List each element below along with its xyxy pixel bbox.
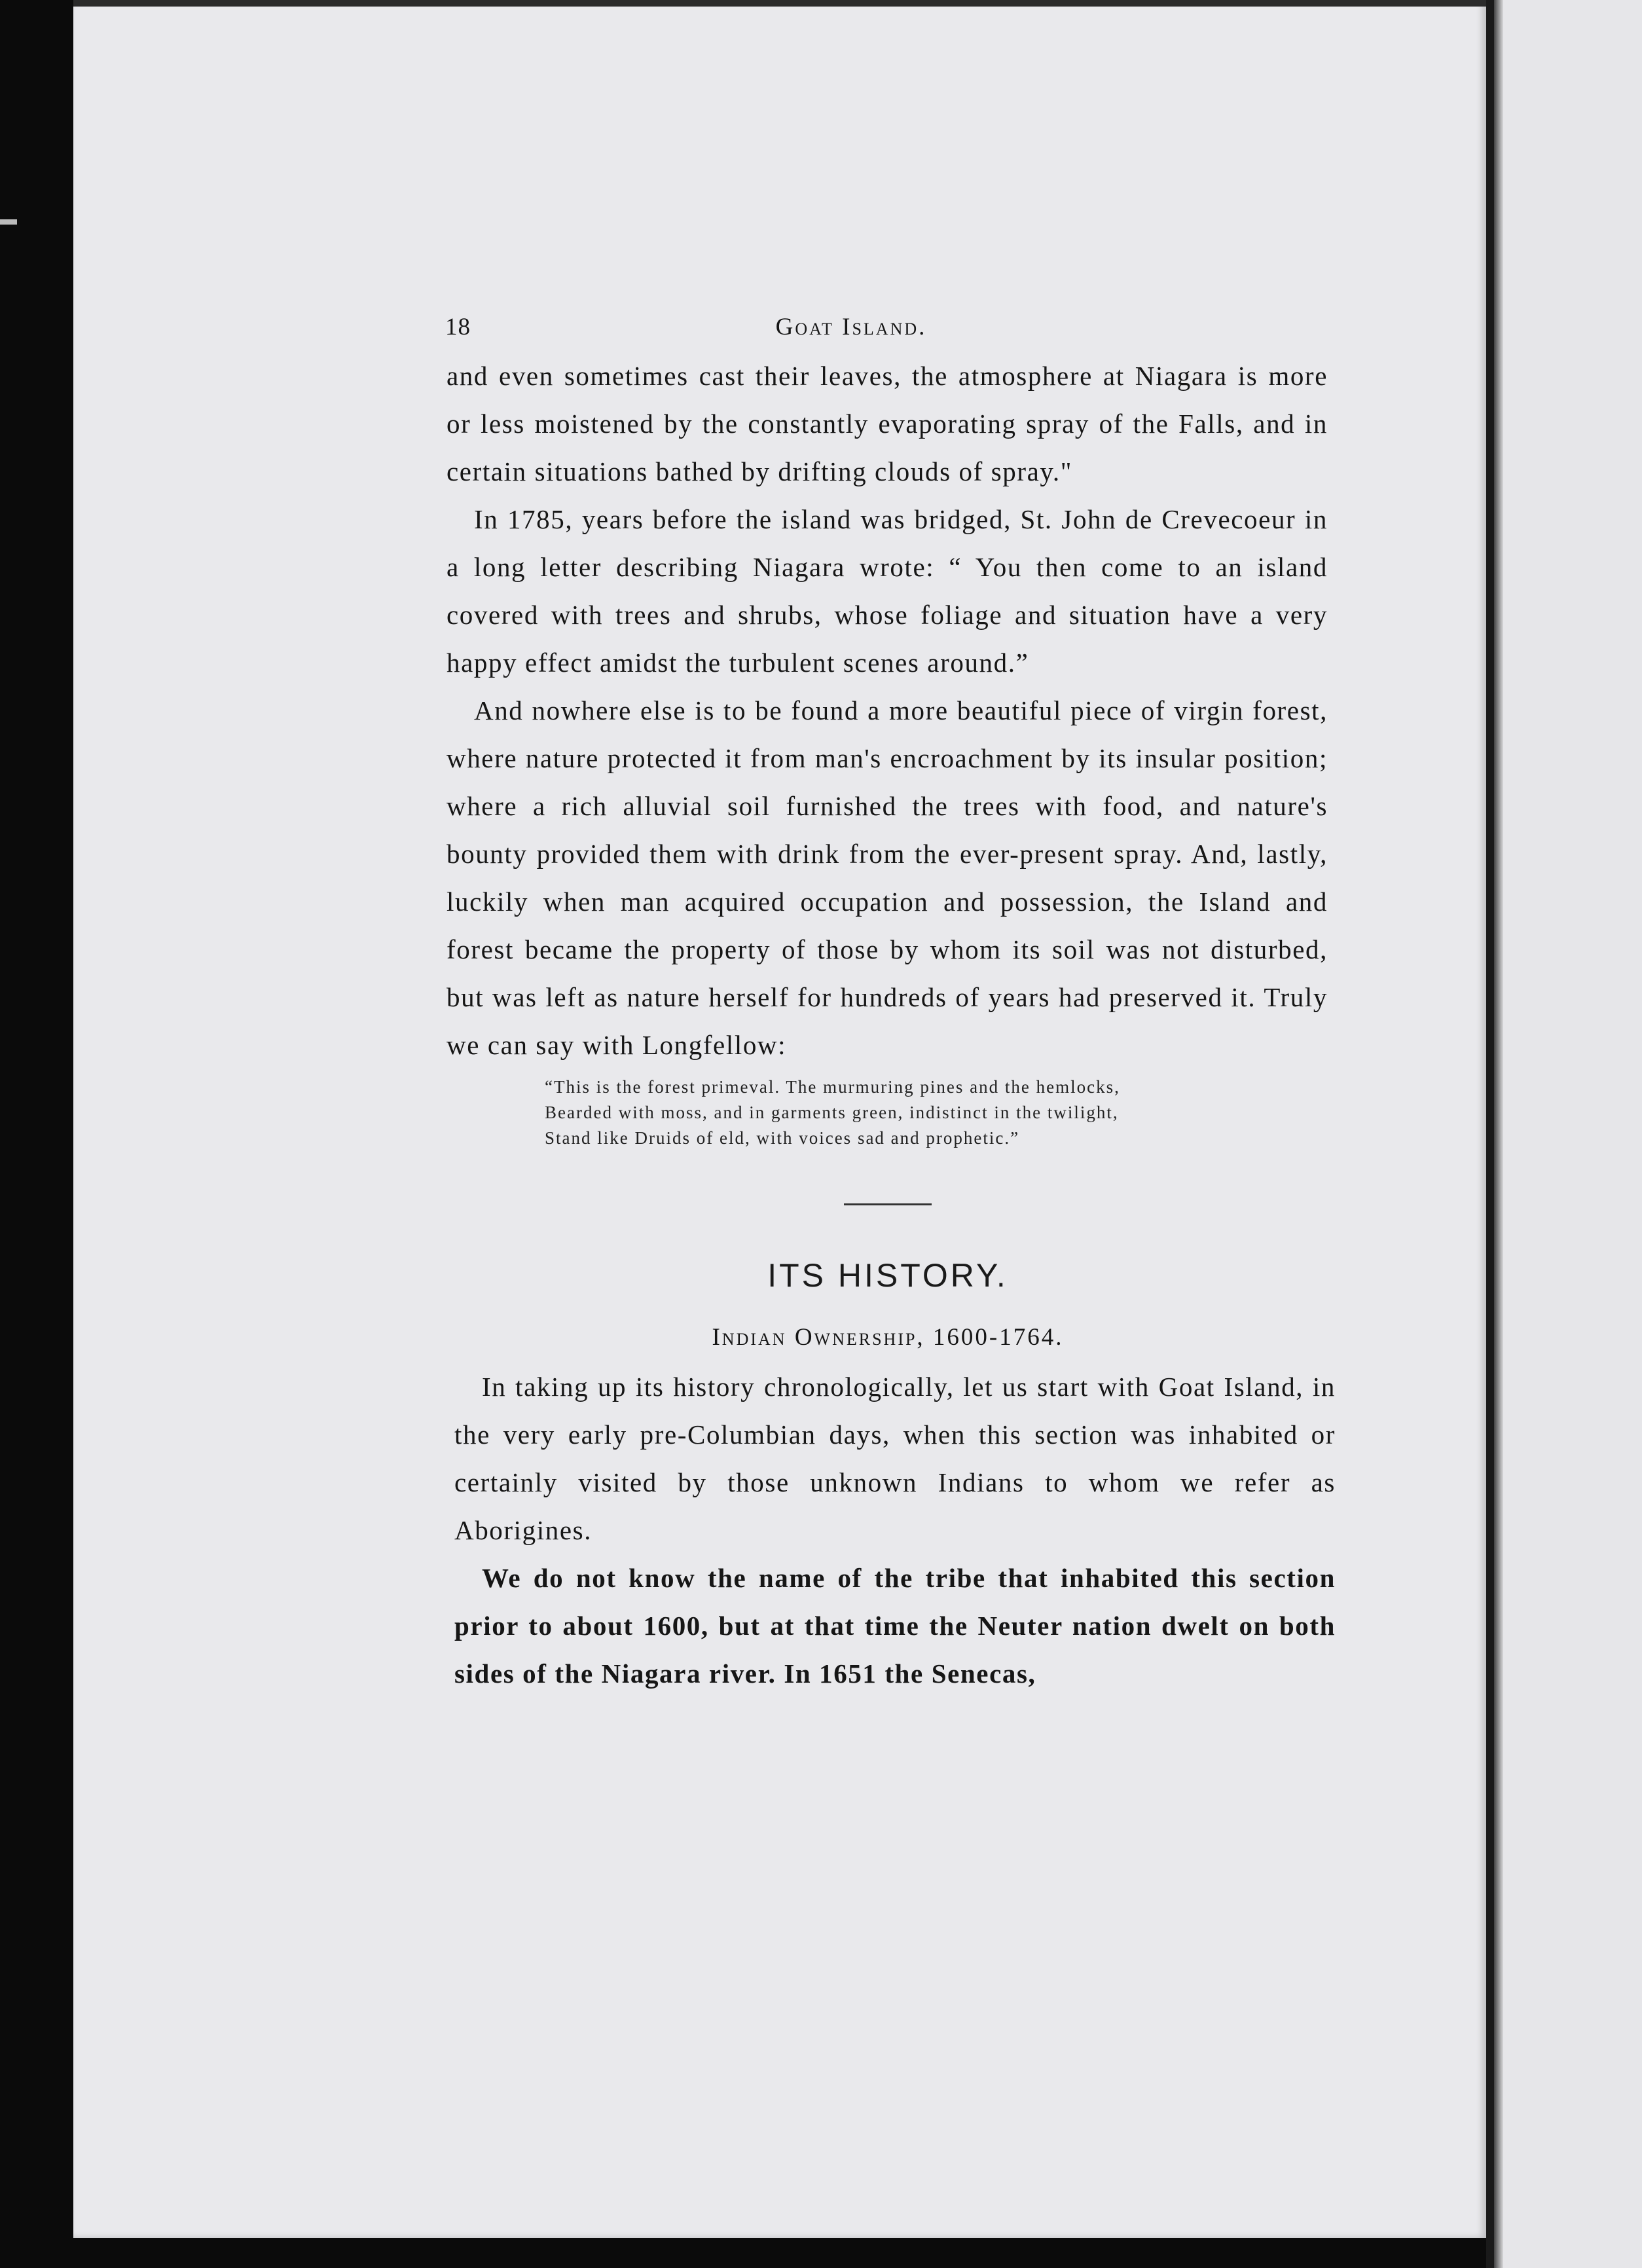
page-number: 18: [445, 314, 471, 340]
section-title: ITS HISTORY.: [767, 1257, 1008, 1294]
longfellow-quote: [545, 1074, 1328, 1151]
facing-page-edge: [1494, 0, 1503, 2268]
paragraph-continued: and even sometimes cast their leaves, the atmosphere at Niagara is more or less moistened by the constantly evaporating spray of the Falls, and in certain situations bathed by drifting clouds of spray.": [447, 361, 1328, 486]
facing-page: [1494, 0, 1642, 2268]
quote-line: Bearded with moss, and in garments green, indistinct in the twilight,: [545, 1103, 1119, 1122]
page-top-edge: [73, 0, 1486, 7]
page-text: [374, 301, 1336, 1698]
book-gutter: [1486, 0, 1494, 2268]
section-subtitle: Indian Ownership, 1600-1764.: [712, 1324, 1064, 1351]
running-head: [374, 301, 1328, 347]
section-divider: [844, 1203, 932, 1205]
quote-line: Stand like Druids of eld, with voices sad and prophetic.”: [545, 1128, 1020, 1148]
paragraph-history-intro: In taking up its history chronologically, let us start with Goat Island, in the very early pre-Columbian days, when this section was inhabited or certainly visited by those unknown Indians to whom we refer as Aborigines.: [454, 1372, 1336, 1545]
paragraph-virgin-forest: And nowhere else is to be found a more beautiful piece of virgin forest, where nature protected it from man's encroachment by its insular position; where a rich alluvial soil furnished the trees with food, and nature's bounty provided them with drink from the ever-present spray. And, lastly, luckily when man acquired occupation and possession, the Island and forest became the property of those by whom its soil was not disturbed, but was left as nature herself for hundreds of years had preserved it. Truly we can say with Longfellow:: [447, 695, 1328, 1060]
running-title: Goat Island.: [775, 314, 927, 340]
scan-margin-mark: [0, 219, 17, 225]
quote-line: “This is the forest primeval. The murmuring pines and the hemlocks,: [545, 1077, 1120, 1097]
paragraph-crevecoeur: In 1785, years before the island was bridged, St. John de Crevecoeur in a long letter describing Niagara wrote: “ You then come to an island covered with trees and shrubs, whose foliage and situation have a very happy effect amidst the turbulent scenes around.”: [447, 504, 1328, 678]
paragraph-neuter-nation: We do not know the name of the tribe that inhabited this section prior to about 1600, but at that time the Neuter nation dwelt on both sides of the Niagara river. In 1651 the Senecas,: [454, 1563, 1336, 1689]
